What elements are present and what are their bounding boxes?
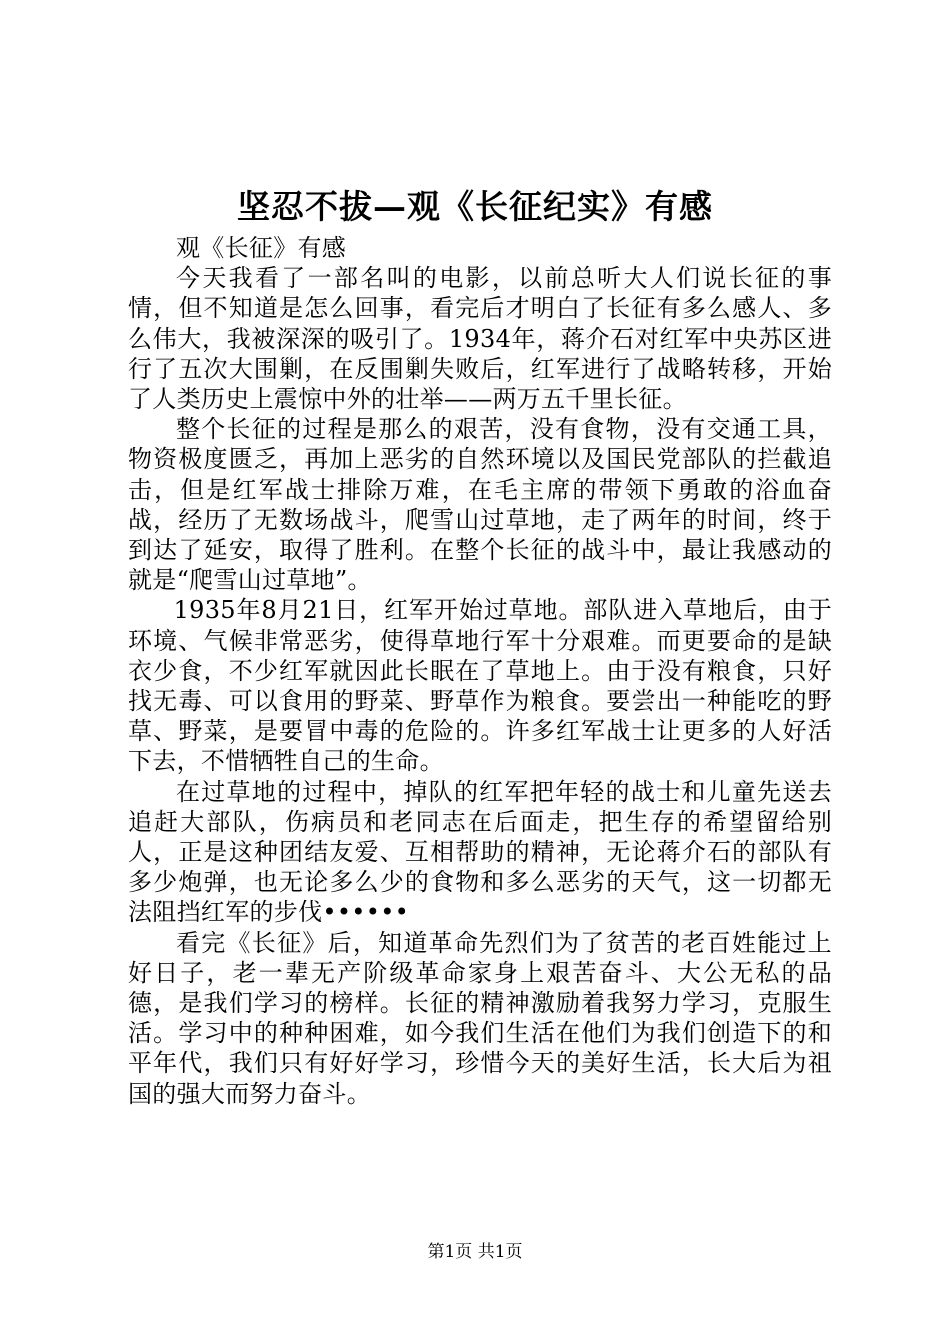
paragraph-4: 在过草地的过程中，掉队的红军把年轻的战士和儿童先送去追赶大部队，伤病员和老同志在后面走，把生存的希望留给别人，正是这种团结友爱、互相帮助的精神，无论蒋介石的部队有多少炮弹，也无论多么少的食物和多么恶劣的天气，这一切都无法阻挡红军的步伐•••••• (128, 777, 832, 927)
document-title: 坚忍不拔—观《长征纪实》有感 (237, 187, 713, 226)
paragraph-1: 今天我看了一部名叫的电影，以前总听大人们说长征的事情，但不知道是怎么回事，看完后才明白了长征有多么感人、多么伟大，我被深深的吸引了。1934年，蒋介石对红军中央苏区进行了五次大围剿，在反围剿失败后，红军进行了战略转移，开始了人类历史上震惊中外的壮举——两万五千里长征。 (128, 264, 832, 414)
page-footer: 第1页 共1页 (427, 1242, 523, 1262)
paragraph-2: 整个长征的过程是那么的艰苦，没有食物，没有交通工具，物资极度匮乏，再加上恶劣的自然环境以及国民党部队的拦截追击，但是红军战士排除万难，在毛主席的带领下勇敢的浴血奋战，经历了无数场战斗，爬雪山过草地，走了两年的时间，终于到达了延安，取得了胜利。在整个长征的战斗中，最让我感动的就是“爬雪山过草地”。 (128, 415, 832, 595)
paragraph-5: 看完《长征》后，知道革命先烈们为了贫苦的老百姓能过上好日子，老一辈无产阶级革命家身上艰苦奋斗、大公无私的品德，是我们学习的榜样。长征的精神激励着我努力学习，克服生活。学习中的种种困难，如今我们生活在他们为我们创造下的和平年代，我们只有好好学习，珍惜今天的美好生活，长大后为祖国的强大而努力奋斗。 (128, 928, 832, 1108)
document-body (128, 233, 832, 1109)
paragraph-subtitle: 观《长征》有感 (176, 234, 347, 262)
paragraph-3: 1935年8月21日，红军开始过草地。部队进入草地后，由于环境、气候非常恶劣，使得草地行军十分艰难。而更要命的是缺衣少食，不少红军就因此长眠在了草地上。由于没有粮食，只好找无毒、可以食用的野菜、野草作为粮食。要尝出一种能吃的野草、野菜，是要冒中毒的危险的。许多红军战士让更多的人好活下去，不惜牺牲自己的生命。 (128, 596, 832, 776)
